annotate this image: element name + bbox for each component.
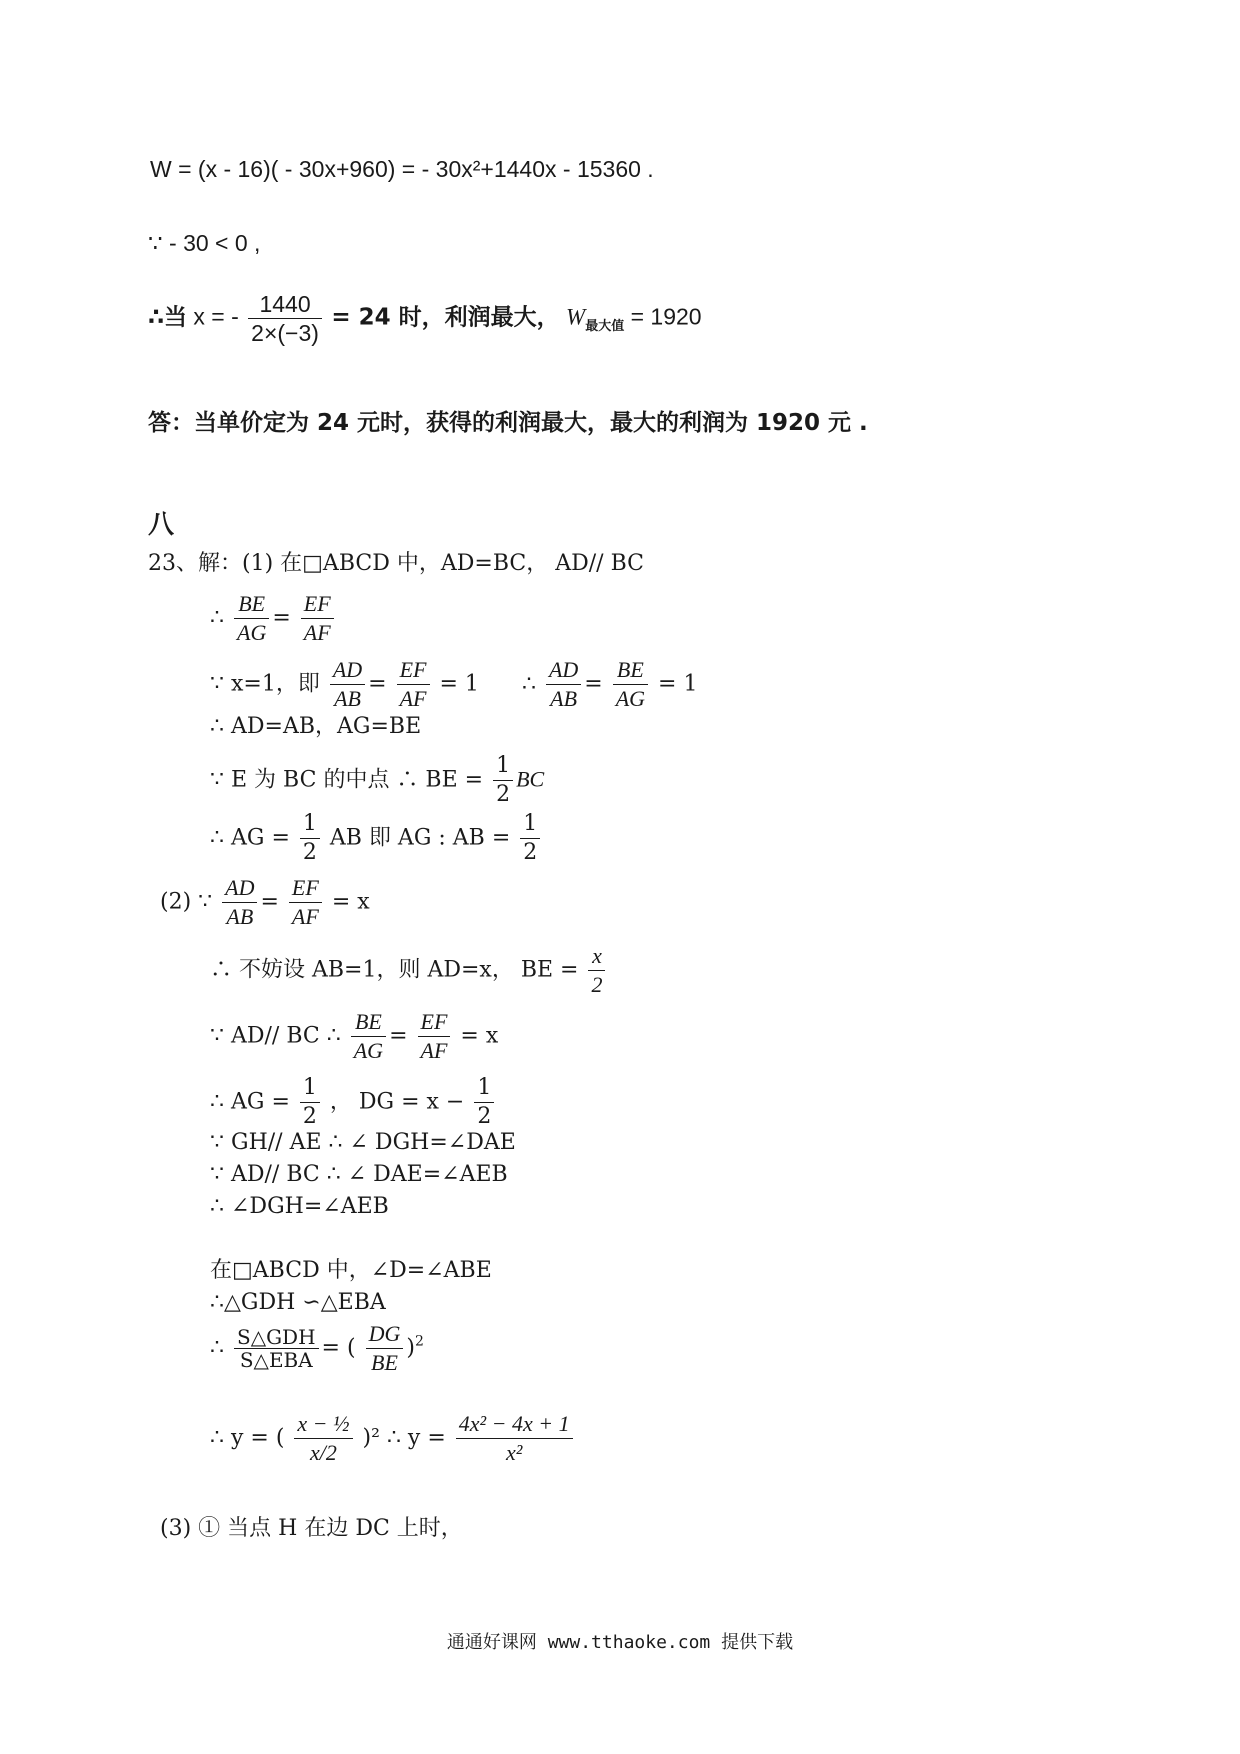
fraction-ef-af	[289, 874, 322, 931]
frac-num: AD	[546, 656, 581, 685]
frac-num: BE	[234, 590, 269, 619]
fraction-dg-be	[366, 1320, 404, 1377]
area-ratio	[234, 1326, 319, 1371]
q23-line1: 23、解：(1) 在□ABCD 中，AD=BC， AD// BC	[148, 551, 644, 576]
part2-line10: ∴ $\frac{\text{S△GDH}}{\text{S△EBA}}$ = ( $\frac{DG}{BE}$ )$^2$	[210, 1321, 424, 1375]
frac-num: DG	[366, 1320, 404, 1349]
when-prefix: ∴当	[148, 304, 188, 331]
max-condition-line	[148, 290, 702, 347]
frac-den: 2	[591, 972, 603, 997]
ratio-text: AB 即 AG : AB =	[329, 825, 511, 851]
w-equation: W = (x - 16)( - 30x+960) = - 30x²+1440x - 15360 .	[150, 156, 654, 182]
frac-den: BE	[371, 1350, 398, 1375]
frac-num: S△GDH	[234, 1326, 319, 1349]
fraction-half	[520, 810, 540, 867]
answer-line: 答：当单价定为 24 元时，获得的利润最大，最大的利润为 1920 元 .	[148, 410, 868, 436]
frac-den: 2	[496, 782, 511, 807]
q23-line6	[210, 810, 543, 867]
parallel-text: ∵ AD// BC ∴	[210, 1023, 341, 1049]
frac-num: BE	[351, 1008, 386, 1037]
frac-num: EF	[418, 1008, 451, 1037]
fraction-be-ag	[351, 1008, 386, 1065]
vertex-num: 1440	[248, 290, 322, 319]
equals-one: = 1	[439, 671, 479, 697]
equals-one: = 1	[658, 671, 698, 697]
frac-den: AB	[334, 686, 361, 711]
when-suffix: = 24 时，利润最大，	[331, 304, 560, 331]
part2-line4	[210, 1074, 497, 1131]
ag-eq: ∴ AG =	[210, 1089, 290, 1115]
frac-den: AG	[237, 620, 267, 645]
frac-num: EF	[289, 874, 322, 903]
fraction-x-2	[588, 942, 605, 999]
frac-den: 2	[302, 840, 317, 865]
vertex-den: 2×(−3)	[251, 320, 319, 346]
part3-line: (3) ① 当点 H 在边 DC 上时，	[160, 1516, 463, 1541]
since-line: ∵ - 30 < 0 ,	[148, 230, 261, 256]
w-label: W	[566, 304, 586, 330]
frac-num: AD	[222, 874, 257, 903]
w-sub: 最大值	[585, 319, 625, 335]
frac-num: BE	[613, 656, 648, 685]
frac-den: AF	[291, 904, 319, 929]
frac-num: 1	[300, 810, 320, 839]
frac-den: AB	[226, 904, 254, 929]
x-eq: x = -	[193, 303, 239, 330]
part2-line11	[210, 1410, 576, 1467]
q23-line2: ∴ $\frac{BE}{AG}$ = $\frac{EF}{AF}$	[210, 590, 337, 647]
therefore-symbol: ∴	[210, 605, 224, 631]
section-title: 八	[148, 510, 175, 540]
fraction-ef-af	[397, 656, 430, 713]
part2-line9: ∴△GDH ∽△EBA	[210, 1290, 386, 1315]
part2-line7: ∴ ∠DGH=∠AEB	[210, 1194, 389, 1219]
frac-den: AG	[353, 1038, 384, 1063]
frac-den: S△EBA	[239, 1348, 313, 1372]
q23-line4: ∴ AD=AB，AG=BE	[210, 714, 422, 739]
assume-text: ∴ 不妨设 AB=1，则 AD=x， BE =	[210, 957, 579, 983]
frac-den: 2	[477, 1104, 492, 1129]
therefore-symbol: ∴	[210, 1335, 224, 1361]
footer-watermark: 通通好课网 www.tthaoke.com 提供下载	[446, 1632, 794, 1653]
part2-line5: ∵ GH// AE ∴ ∠ DGH=∠DAE	[210, 1130, 516, 1155]
part2-line8: 在□ABCD 中，∠D=∠ABE	[210, 1258, 492, 1283]
frac-den: AG	[615, 686, 646, 711]
frac-den: AF	[399, 686, 427, 711]
part2-label: (2) ∵	[160, 889, 213, 915]
part2-line3: ∵ AD// BC ∴ $\frac{BE}{AG}$ = $\frac{EF}{AF}$ = x	[210, 1009, 499, 1063]
vertex-fraction	[248, 290, 322, 347]
frac-num: 4x² − 4x + 1	[456, 1410, 573, 1439]
frac-num: 1	[300, 1074, 320, 1103]
fraction-half	[300, 810, 320, 867]
frac-num: EF	[301, 590, 334, 619]
fraction-half	[474, 1074, 494, 1131]
eq-x: = x	[331, 889, 370, 915]
eq-x: = x	[460, 1023, 499, 1049]
frac-num: 1	[520, 810, 540, 839]
frac-den: AB	[550, 686, 578, 711]
part2-line2	[210, 942, 608, 999]
q23-line5	[210, 752, 544, 809]
part2-line6: ∵ AD// BC ∴ ∠ DAE=∠AEB	[210, 1162, 508, 1187]
polynomial-fraction	[456, 1410, 573, 1467]
frac-den: AF	[303, 620, 331, 645]
frac-den: 2	[302, 1104, 317, 1129]
q23-line3: ∵ x=1，即 $\frac{AD}{AB}$ = $\frac{EF}{AF}$ = 1 ∴ $\frac{AD}{AB}$ = $\frac{BE}{AG}$ = 1	[210, 657, 698, 711]
frac-den: 2	[523, 840, 538, 865]
fraction-half	[493, 752, 513, 809]
dg-eq: ， DG = x −	[329, 1089, 465, 1115]
complex-fraction	[294, 1410, 352, 1467]
ag-eq: ∴ AG =	[210, 825, 290, 851]
w-value: = 1920	[630, 303, 702, 330]
part2-line1: (2) ∵ $\frac{AD}{AB}$ = $\frac{EF}{AF}$ = x	[160, 875, 370, 929]
midpoint-text: ∵ E 为 BC 的中点 ∴ BE =	[210, 767, 484, 793]
y-eq: ∴ y = (	[210, 1425, 285, 1451]
frac-num: x − ½	[294, 1410, 352, 1439]
fraction-ef-af	[418, 1008, 451, 1065]
frac-num: 1	[493, 752, 513, 781]
frac-num: 1	[474, 1074, 494, 1103]
fraction-be-ag	[234, 590, 269, 647]
fraction-ad-ab	[330, 656, 365, 713]
frac-num: AD	[330, 656, 365, 685]
fraction-ef-af	[301, 590, 334, 647]
frac-den: x/2	[310, 1440, 337, 1465]
fraction-be-ag	[613, 656, 648, 713]
y-result-prefix: )² ∴ y =	[362, 1425, 446, 1451]
fraction-ad-ab	[546, 656, 581, 713]
since-x-eq-1: ∵ x=1，即	[210, 671, 320, 697]
frac-num: x	[588, 942, 605, 971]
fraction-half	[300, 1074, 320, 1131]
fraction-ad-ab	[222, 874, 257, 931]
bc-label: BC	[516, 766, 545, 792]
frac-den: AF	[420, 1038, 448, 1063]
frac-num: EF	[397, 656, 430, 685]
therefore-symbol: ∴	[521, 671, 536, 697]
frac-den: x²	[506, 1440, 523, 1465]
